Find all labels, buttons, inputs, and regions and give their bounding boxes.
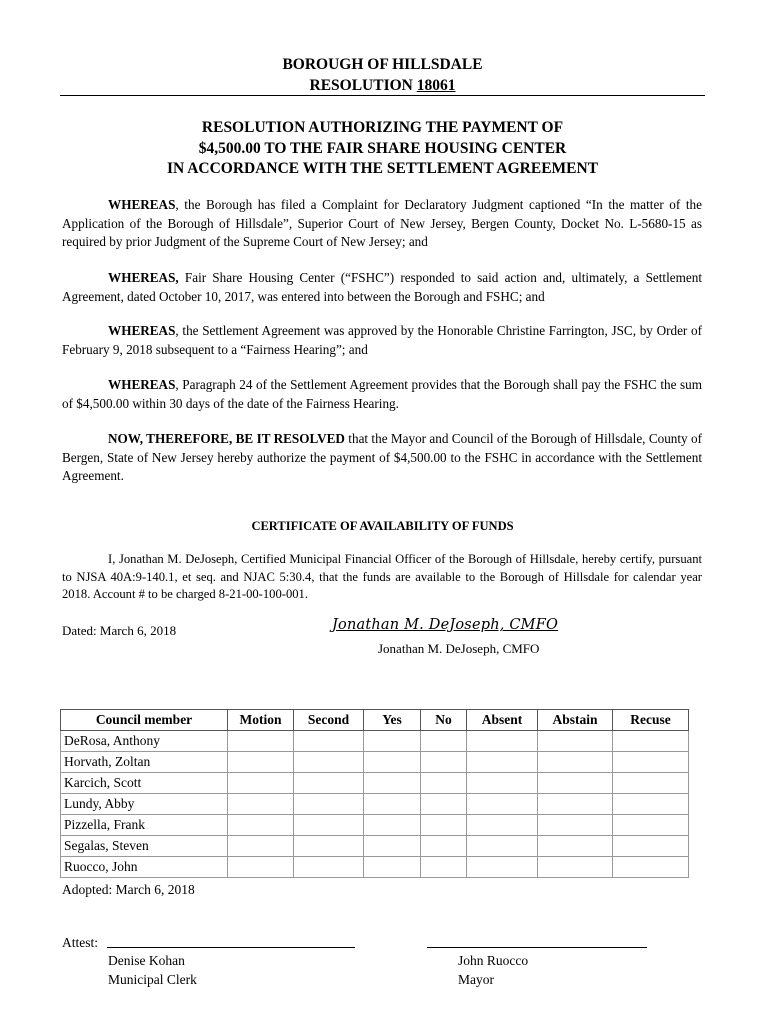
vote-cell <box>538 815 613 836</box>
vote-cell <box>421 836 467 857</box>
header-no: No <box>421 710 467 731</box>
table-row <box>61 857 689 878</box>
vote-cell <box>467 773 538 794</box>
mayor-name: John Ruocco <box>458 953 529 968</box>
paragraph-lead: WHEREAS <box>108 377 176 392</box>
vote-cell <box>228 731 294 752</box>
resolution-label: RESOLUTION <box>309 77 417 94</box>
member-name: Horvath, Zoltan <box>61 752 228 773</box>
header-second: Second <box>294 710 364 731</box>
cmfo-signature: Jonathan M. DeJoseph, CMFO <box>332 617 559 633</box>
vote-cell <box>467 794 538 815</box>
table-row <box>61 794 689 815</box>
paragraph-lead: WHEREAS <box>108 323 176 338</box>
mayor-title: Mayor <box>458 972 494 987</box>
dated-line: Dated: March 6, 2018 <box>62 623 177 638</box>
adopted-date: Adopted: March 6, 2018 <box>62 882 195 897</box>
resolution-number: 18061 <box>416 77 456 94</box>
member-name: Karcich, Scott <box>61 773 228 794</box>
vote-cell <box>294 857 364 878</box>
table-row <box>61 836 689 857</box>
table-row <box>61 773 689 794</box>
attest-label: Attest: <box>62 935 98 950</box>
vote-cell <box>467 731 538 752</box>
borough-heading: BOROUGH OF HILLSDALE <box>282 56 483 73</box>
vote-cell <box>421 794 467 815</box>
vote-cell <box>538 857 613 878</box>
title-line-1: RESOLUTION AUTHORIZING THE PAYMENT OF <box>201 119 564 136</box>
paragraph-text: Fair Share Housing Center (“FSHC”) responded to said action and, ultimately, a Settlement Agreement, dated October 10, 2017, was entered into between the Borough and FSHC; and <box>62 270 702 304</box>
table-row <box>61 815 689 836</box>
vote-cell <box>294 815 364 836</box>
header-absent: Absent <box>467 710 538 731</box>
vote-cell <box>613 752 689 773</box>
table-row <box>61 752 689 773</box>
vote-cell <box>538 731 613 752</box>
whereas-paragraph-2 <box>62 269 702 306</box>
paragraph-lead: WHEREAS <box>108 197 176 212</box>
vote-cell <box>421 752 467 773</box>
member-name: DeRosa, Anthony <box>61 731 228 752</box>
vote-cell <box>228 752 294 773</box>
vote-cell <box>364 752 421 773</box>
vote-cell <box>364 794 421 815</box>
vote-cell <box>364 731 421 752</box>
vote-cell <box>467 752 538 773</box>
vote-cell <box>538 773 613 794</box>
header-abstain: Abstain <box>538 710 613 731</box>
member-name: Segalas, Steven <box>61 836 228 857</box>
vote-cell <box>364 836 421 857</box>
vote-cell <box>228 857 294 878</box>
vote-cell <box>364 773 421 794</box>
vote-cell <box>421 731 467 752</box>
vote-cell <box>364 815 421 836</box>
vote-cell <box>613 836 689 857</box>
vote-cell <box>467 857 538 878</box>
vote-cell <box>228 815 294 836</box>
header-divider <box>60 95 705 96</box>
header-council-member: Council member <box>61 710 228 731</box>
vote-cell <box>421 857 467 878</box>
paragraph-lead: NOW, THEREFORE, BE IT RESOLVED <box>108 431 345 446</box>
cmfo-printed-name: Jonathan M. DeJoseph, CMFO <box>378 641 540 656</box>
vote-cell <box>613 794 689 815</box>
member-name: Lundy, Abby <box>61 794 228 815</box>
header-yes: Yes <box>364 710 421 731</box>
whereas-paragraph-3 <box>62 322 702 359</box>
vote-table-header-row <box>61 710 689 731</box>
vote-cell <box>421 815 467 836</box>
vote-cell <box>613 731 689 752</box>
member-name: Ruocco, John <box>61 857 228 878</box>
vote-cell <box>294 794 364 815</box>
resolved-paragraph <box>62 430 702 486</box>
council-vote-table <box>60 709 689 878</box>
member-name: Pizzella, Frank <box>61 815 228 836</box>
vote-cell <box>613 815 689 836</box>
vote-cell <box>467 815 538 836</box>
vote-cell <box>538 836 613 857</box>
clerk-signature-block <box>108 951 197 989</box>
vote-cell <box>294 836 364 857</box>
title-line-3: IN ACCORDANCE WITH THE SETTLEMENT AGREEMENT <box>166 160 599 177</box>
clerk-title: Municipal Clerk <box>108 972 197 987</box>
header-motion: Motion <box>228 710 294 731</box>
vote-cell <box>228 773 294 794</box>
mayor-signature-line <box>427 947 647 948</box>
vote-cell <box>294 773 364 794</box>
vote-cell <box>467 836 538 857</box>
mayor-signature-block <box>458 951 528 989</box>
paragraph-text: , the Settlement Agreement was approved by the Honorable Christine Farrington, JSC, by Order of February 9, 2018 subsequent to a “Fairness Hearing”; and <box>62 323 702 357</box>
vote-cell <box>294 731 364 752</box>
vote-cell <box>538 752 613 773</box>
vote-cell <box>364 857 421 878</box>
paragraph-text: that the Mayor and Council of the Borough of Hillsdale, County of Bergen, State of New Jersey hereby authorize the payment of $4,500.00 to the FSHC in accordance with the Settlement Agreement. <box>62 431 702 483</box>
table-row <box>61 731 689 752</box>
paragraph-text: , the Borough has filed a Complaint for Declaratory Judgment captioned “In the matter of the Application of the Borough of Hillsdale”, Superior Court of New Jersey, Bergen County, Docket No. L-5680-15 as required by prior Judgment of the Supreme Court of New Jersey; and <box>62 197 702 249</box>
vote-cell <box>294 752 364 773</box>
vote-cell <box>421 773 467 794</box>
resolution-number-heading <box>60 75 705 96</box>
vote-cell <box>613 857 689 878</box>
clerk-signature-line <box>107 947 355 948</box>
certificate-text: I, Jonathan M. DeJoseph, Certified Municipal Financial Officer of the Borough of Hillsdale, hereby certify, pursuant to NJSA 40A:9-140.1, et seq. and NJAC 5:30.4, that the funds are available to the Borough of Hillsdale for calendar year 2018. Account # to be charged 8-21-00-100-001. <box>62 552 702 601</box>
clerk-name: Denise Kohan <box>108 953 185 968</box>
header-recuse: Recuse <box>613 710 689 731</box>
vote-cell <box>228 836 294 857</box>
paragraph-lead: WHEREAS, <box>108 270 179 285</box>
vote-cell <box>228 794 294 815</box>
title-line-2: $4,500.00 TO THE FAIR SHARE HOUSING CENTER <box>198 139 567 157</box>
whereas-paragraph-4 <box>62 376 702 413</box>
certificate-title: CERTIFICATE OF AVAILABILITY OF FUNDS <box>251 519 514 533</box>
paragraph-text: , Paragraph 24 of the Settlement Agreement provides that the Borough shall pay the FSHC the sum of $4,500.00 within 30 days of the date of the Fairness Hearing. <box>62 377 702 411</box>
resolution-title <box>60 118 705 180</box>
whereas-paragraph-1 <box>62 196 702 252</box>
vote-cell <box>613 773 689 794</box>
vote-cell <box>538 794 613 815</box>
